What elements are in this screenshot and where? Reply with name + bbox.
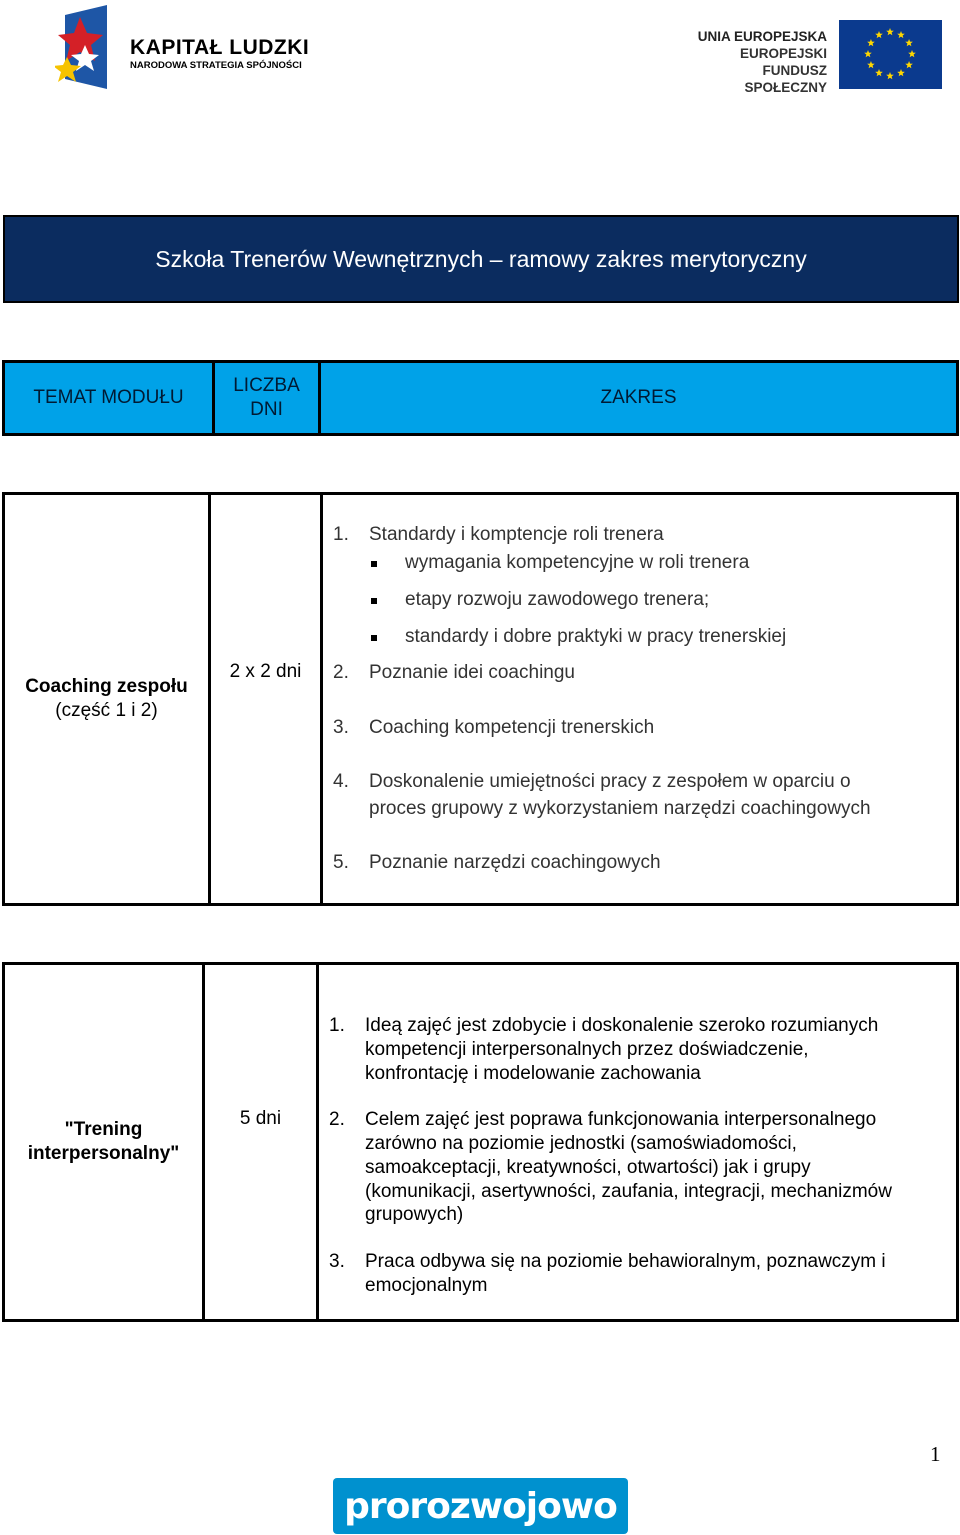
scope-item-line: zarówno na poziomie jednostki (samoświadomości,	[365, 1133, 797, 1154]
bullet-icon	[371, 635, 377, 641]
eu-star-icon	[905, 39, 913, 46]
module-scope	[323, 495, 956, 903]
eu-star-icon	[875, 69, 883, 76]
scope-item: Doskonalenie umiejętności pracy z zespołem w oparciu o	[369, 771, 851, 792]
module-topic	[5, 965, 205, 1319]
eu-logo-line2: EUROPEJSKI	[739, 46, 827, 61]
document-title: Szkoła Trenerów Wewnętrznych – ramowy zakres merytoryczny	[155, 245, 807, 272]
scope-item: Poznanie narzędzi coachingowych	[369, 852, 661, 873]
scope-item-line: konfrontację i modelowanie zachowania	[365, 1063, 701, 1084]
eu-logo	[680, 20, 945, 95]
kapital-ludzki-emblem-icon	[55, 5, 115, 91]
eu-star-icon	[867, 39, 875, 46]
header-days	[215, 363, 321, 433]
eu-logo-line1: UNIA EUROPEJSKA	[697, 29, 827, 44]
prorozwojowo-logo-text: prorozwojowo	[344, 1485, 617, 1527]
scope-item-continuation: proces grupowy z wykorzystaniem narzędzi coachingowych	[369, 798, 871, 819]
scope-number: 1.	[333, 524, 349, 545]
module-topic-line1: "Trening	[64, 1119, 143, 1140]
eu-logo-line3: FUNDUSZ SPOŁECZNY	[744, 63, 827, 95]
table-header	[2, 360, 959, 436]
scope-item-line: samoakceptacji, kreatywności, otwartości) jak i grupy	[365, 1157, 811, 1178]
scope-item-line: emocjonalnym	[365, 1275, 488, 1296]
eu-star-icon	[886, 72, 894, 79]
eu-star-icon	[864, 50, 872, 57]
scope-number: 5.	[333, 852, 349, 873]
eu-star-icon	[897, 31, 905, 38]
module-topic-line1: Coaching zespołu	[25, 676, 188, 697]
scope-item-line: Celem zajęć jest poprawa funkcjonowania interpersonalnego	[365, 1109, 877, 1130]
module-row-coaching	[2, 492, 959, 906]
module-days-value: 2 x 2 dni	[229, 661, 302, 682]
eu-star-icon	[886, 28, 894, 35]
header-days-line2: DNI	[250, 399, 283, 420]
header-scope: ZAKRES	[600, 387, 677, 408]
module-topic-line2: interpersonalny"	[27, 1143, 180, 1164]
scope-item-line: Ideą zajęć jest zdobycie i doskonalenie szeroko rozumianych	[365, 1015, 879, 1036]
scope-subitem: wymagania kompetencyjne w roli trenera	[405, 552, 750, 573]
module-days-value: 5 dni	[239, 1108, 282, 1129]
scope-number: 3.	[333, 717, 349, 738]
scope-item: Poznanie idei coachingu	[369, 662, 575, 683]
scope-item-line: grupowych)	[365, 1204, 464, 1225]
scope-subitem: standardy i dobre praktyki w pracy trenerskiej	[405, 626, 787, 647]
prorozwojowo-logo	[333, 1478, 628, 1534]
scope-number: 2.	[333, 662, 349, 683]
eu-star-icon	[908, 50, 916, 57]
kapital-ludzki-title: KAPITAŁ LUDZKI	[130, 36, 310, 59]
document-title-bar	[3, 215, 959, 303]
header-topic: TEMAT MODUŁU	[5, 363, 215, 433]
scope-number: 1.	[329, 1015, 345, 1036]
page-number: 1	[930, 1442, 941, 1466]
scope-number: 3.	[329, 1251, 345, 1272]
module-days	[205, 965, 319, 1319]
bullet-icon	[371, 561, 377, 567]
eu-star-icon	[867, 61, 875, 68]
scope-number: 2.	[329, 1109, 345, 1130]
module-scope	[319, 965, 956, 1319]
header-days-line1: LICZBA	[233, 375, 300, 396]
scope-item-line: kompetencji interpersonalnych przez doświadczenie,	[365, 1039, 809, 1060]
module-topic-line2: (część 1 i 2)	[55, 700, 158, 721]
module-topic	[5, 495, 211, 903]
eu-flag-icon	[839, 20, 942, 89]
kapital-ludzki-subtitle: NARODOWA STRATEGIA SPÓJNOŚCI	[130, 60, 302, 71]
scope-number: 4.	[333, 771, 349, 792]
scope-item: Standardy i komptencje roli trenera	[369, 524, 664, 545]
kapital-ludzki-logo	[55, 5, 335, 93]
module-days	[211, 495, 323, 903]
eu-star-icon	[905, 61, 913, 68]
scope-item: Coaching kompetencji trenerskich	[369, 717, 655, 738]
module-row-trening	[2, 962, 959, 1322]
scope-item-line: (komunikacji, asertywności, zaufania, integracji, mechanizmów	[365, 1181, 892, 1202]
bullet-icon	[371, 598, 377, 604]
eu-star-icon	[875, 31, 883, 38]
scope-item-line: Praca odbywa się na poziomie behawioralnym, poznawczym i	[365, 1251, 886, 1272]
eu-logo-text	[680, 28, 827, 96]
eu-star-icon	[897, 69, 905, 76]
scope-subitem: etapy rozwoju zawodowego trenera;	[405, 589, 710, 610]
